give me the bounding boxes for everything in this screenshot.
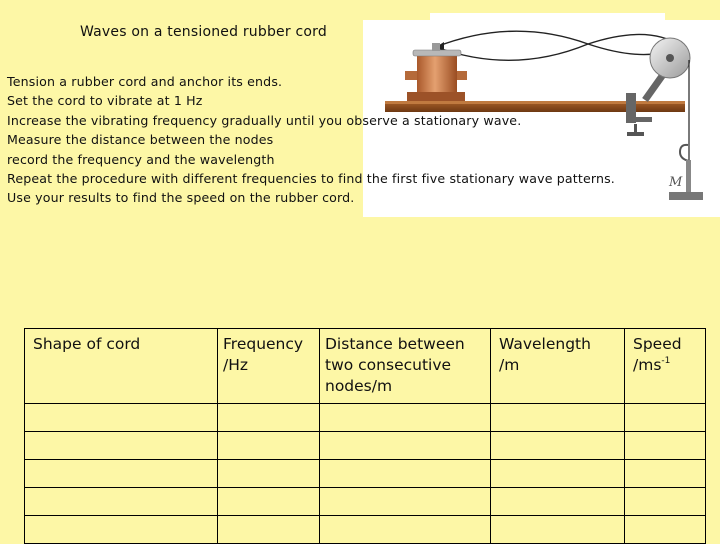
header-speed-label: Speed [633,335,682,353]
distance-cell[interactable] [320,404,491,432]
frequency-cell[interactable] [218,404,320,432]
instruction-list [7,72,615,208]
speed-cell[interactable] [625,516,706,544]
speed-cell[interactable] [625,404,706,432]
wavelength-cell[interactable] [491,488,625,516]
mass-base [669,192,703,200]
page-title: Waves on a tensioned rubber cord [80,24,327,40]
mass-hook [680,145,689,161]
table-row [25,404,706,432]
shape-cell[interactable] [25,460,218,488]
speed-cell[interactable] [625,432,706,460]
header-frequency: Frequency /Hz [218,329,320,404]
instruction-step: Repeat the procedure with different frequencies to find the first five stationary wave patterns. [7,171,615,187]
speed-cell[interactable] [625,488,706,516]
shape-cell[interactable] [25,404,218,432]
instruction-step: Tension a rubber cord and anchor its ends. [7,74,283,89]
mass-stem [686,160,691,193]
instruction-step: Use your results to find the speed on the rubber cord. [7,190,355,206]
shape-cell[interactable] [25,488,218,516]
frequency-cell[interactable] [218,432,320,460]
results-table [24,328,706,544]
header-distance-between-nodes: Distance between two consecutive nodes/m [320,329,491,404]
instruction-step: Set the cord to vibrate at 1 Hz [7,93,203,109]
table-row [25,432,706,460]
frequency-cell[interactable] [218,488,320,516]
frequency-cell[interactable] [218,460,320,488]
shape-cell[interactable] [25,432,218,460]
mass-label: M [669,175,683,190]
speed-cell[interactable] [625,460,706,488]
header-shape-of-cord: Shape of cord [25,329,218,404]
instruction-step: Increase the vibrating frequency gradually until you observe a stationary wave. [7,112,522,128]
table-row [25,516,706,544]
header-wavelength: Wavelength /m [491,329,625,404]
header-speed-unit: /ms [633,356,662,374]
instruction-step: record the frequency and the wavelength [7,151,275,167]
wavelength-cell[interactable] [491,460,625,488]
distance-cell[interactable] [320,516,491,544]
header-speed-exponent: -1 [661,356,671,366]
wavelength-cell[interactable] [491,404,625,432]
distance-cell[interactable] [320,460,491,488]
wavelength-cell[interactable] [491,432,625,460]
shape-cell[interactable] [25,516,218,544]
distance-cell[interactable] [320,432,491,460]
wave-trough [436,34,681,60]
distance-cell[interactable] [320,488,491,516]
table-row [25,488,706,516]
table-row [25,460,706,488]
wavelength-cell[interactable] [491,516,625,544]
instruction-step: Measure the distance between the nodes [7,132,274,148]
header-speed [625,329,706,404]
frequency-cell[interactable] [218,516,320,544]
